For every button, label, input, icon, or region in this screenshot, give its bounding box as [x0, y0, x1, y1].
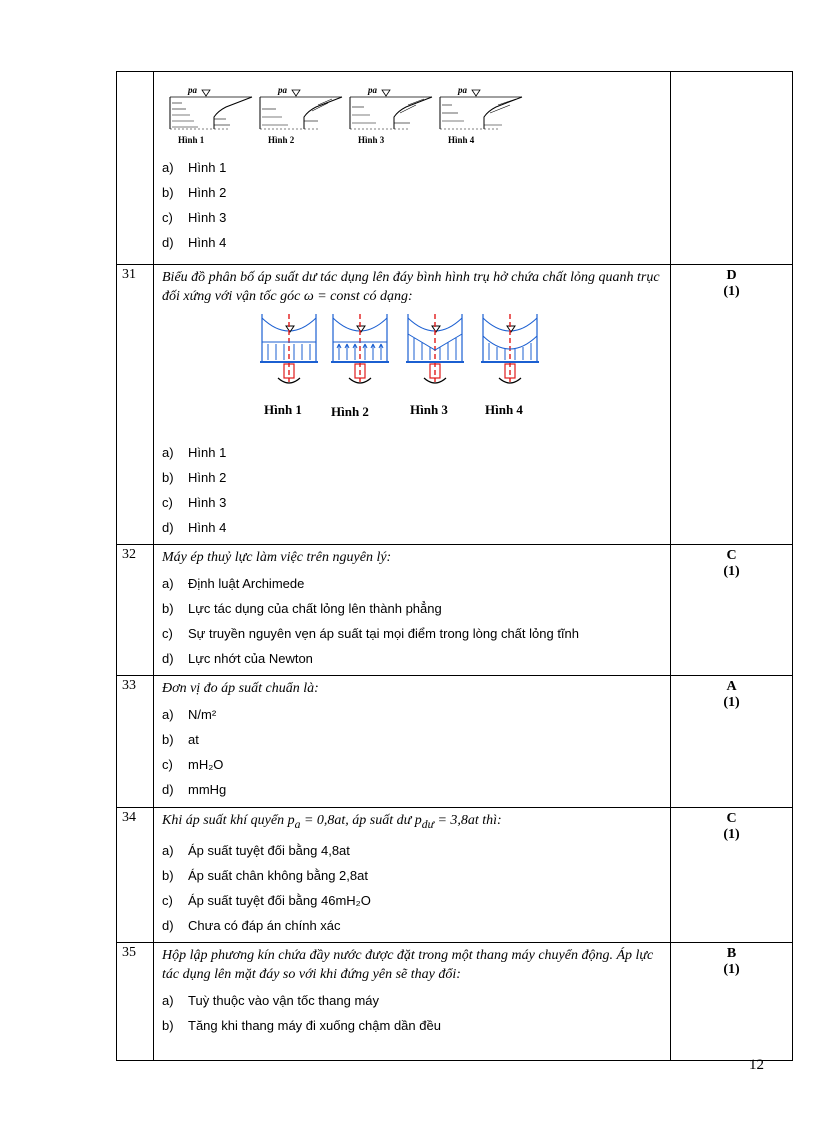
figure-caption: Hình 1 [178, 135, 205, 145]
answer-option: b) Áp suất chân không bằng 2,8at [162, 867, 368, 883]
question-row-continued [117, 72, 793, 265]
question-number: 33 [117, 676, 154, 808]
answer-option: d) Hình 4 [162, 235, 227, 250]
figure-caption: Hình 3 [358, 135, 385, 145]
pa-label: pa [458, 85, 467, 95]
question-content-cell [154, 676, 671, 808]
answer-option: d) Chưa có đáp án chính xác [162, 917, 341, 933]
question-content-cell [154, 265, 671, 545]
answer-option: b) at [162, 732, 199, 747]
answer-points: (1) [723, 827, 740, 842]
question-row-34 [117, 808, 793, 943]
cylinder-figure-1 [260, 314, 318, 417]
answer-option: d) Hình 4 [162, 520, 227, 535]
question-row-35 [117, 942, 793, 1060]
question-content-cell [154, 808, 671, 943]
answer-option: a) N/m² [162, 707, 217, 722]
small-figure-4 [440, 85, 522, 145]
rotating-cylinder-svg [162, 310, 642, 435]
question-row-32 [117, 545, 793, 676]
pa-label: pa [278, 85, 287, 95]
answer-option: b) Lực tác dụng của chất lỏng lên thành phẳng [162, 601, 442, 616]
answer-option: c) Hình 3 [162, 210, 227, 225]
answer-points: (1) [723, 564, 740, 579]
answer-cell [671, 545, 793, 676]
figure-caption: Hình 1 [264, 402, 302, 417]
answer-cell [671, 676, 793, 808]
question-number: 32 [117, 545, 154, 676]
answer-option: c) Sự truyền nguyên vẹn áp suất tại mọi điểm trong lòng chất lỏng tĩnh [162, 626, 579, 641]
rotating-cylinder-figures [162, 310, 664, 440]
figure-caption: Hình 4 [448, 135, 475, 145]
page-number: 12 [749, 1057, 764, 1073]
answer-option: c) Hình 3 [162, 495, 227, 510]
question-row-31 [117, 265, 793, 545]
question-number: 34 [117, 808, 154, 943]
cylinder-figure-3 [406, 314, 464, 417]
cylinder-figure-2 [331, 314, 389, 419]
answer-option: d) Lực nhớt của Newton [162, 651, 313, 666]
question-content-cell [154, 72, 671, 265]
answer-key: D [726, 268, 737, 283]
answer-cell [671, 942, 793, 1060]
question-row-33 [117, 676, 793, 808]
answer-key: A [726, 679, 737, 694]
question-text: Biểu đồ phân bố áp suất dư tác dụng lên đáy bình hình trụ hở chứa chất lỏng quanh trục đối xứng với vận tốc góc ω = const có dạng: [162, 270, 660, 304]
question-table [116, 71, 793, 1061]
question-text: Khi áp suất khí quyển $p_a = 0,8at$, áp suất dư $p_{dư} = 3,8at$ thì: [162, 813, 502, 831]
question-content-cell [154, 942, 671, 1060]
answer-option: b) Hình 2 [162, 185, 227, 200]
answer-option: a) Định luật Archimede [162, 576, 305, 591]
figure-caption: Hình 4 [485, 402, 523, 417]
answer-cell [671, 808, 793, 943]
answer-option: a) Hình 1 [162, 445, 227, 460]
answer-cell [671, 265, 793, 545]
figure-caption: Hình 2 [268, 135, 295, 145]
answer-option: c) Áp suất tuyệt đối bằng 46mH₂O [162, 892, 371, 908]
answer-points: (1) [723, 961, 740, 977]
answer-option: d) mmHg [162, 782, 227, 797]
tank-figures-small [162, 75, 664, 155]
figure-caption: Hình 2 [331, 404, 369, 419]
answer-cell [671, 72, 793, 265]
small-figure-1 [170, 85, 252, 145]
figure-caption: Hình 3 [410, 402, 448, 417]
answer-key: B [726, 945, 737, 961]
answer-option: a) Tuỳ thuộc vào vận tốc thang máy [162, 992, 380, 1008]
question-number: 31 [117, 265, 154, 545]
pa-label: pa [188, 85, 197, 95]
answer-key: C [726, 811, 737, 826]
question-number: 35 [117, 942, 154, 1060]
question-content-cell [154, 545, 671, 676]
answer-option: a) Hình 1 [162, 160, 227, 175]
answer-points: (1) [723, 284, 740, 299]
tank-figures-small-svg [162, 75, 532, 155]
answer-option: a) Áp suất tuyệt đối bằng 4,8at [162, 842, 350, 858]
answer-option: b) Tăng khi thang máy đi xuống chậm dần đều [162, 1017, 441, 1033]
question-text: Hộp lập phương kín chứa đầy nước được đặt trong một thang máy chuyển động. Áp lực tác dụng lên mặt đáy so với khi đứng yên sẽ thay đổi: [162, 947, 654, 982]
answer-key: C [726, 548, 737, 563]
question-text: Máy ép thuỷ lực làm việc trên nguyên lý: [162, 550, 392, 565]
cylinder-figure-4 [481, 314, 539, 417]
answer-option: c) mH₂O [162, 757, 224, 772]
small-figure-2 [260, 85, 342, 145]
answer-option: b) Hình 2 [162, 470, 227, 485]
small-figure-3 [350, 85, 432, 145]
question-text: Đơn vị đo áp suất chuẩn là: [162, 681, 319, 696]
question-number-cell [117, 72, 154, 265]
answer-points: (1) [723, 695, 740, 710]
pa-label: pa [368, 85, 377, 95]
